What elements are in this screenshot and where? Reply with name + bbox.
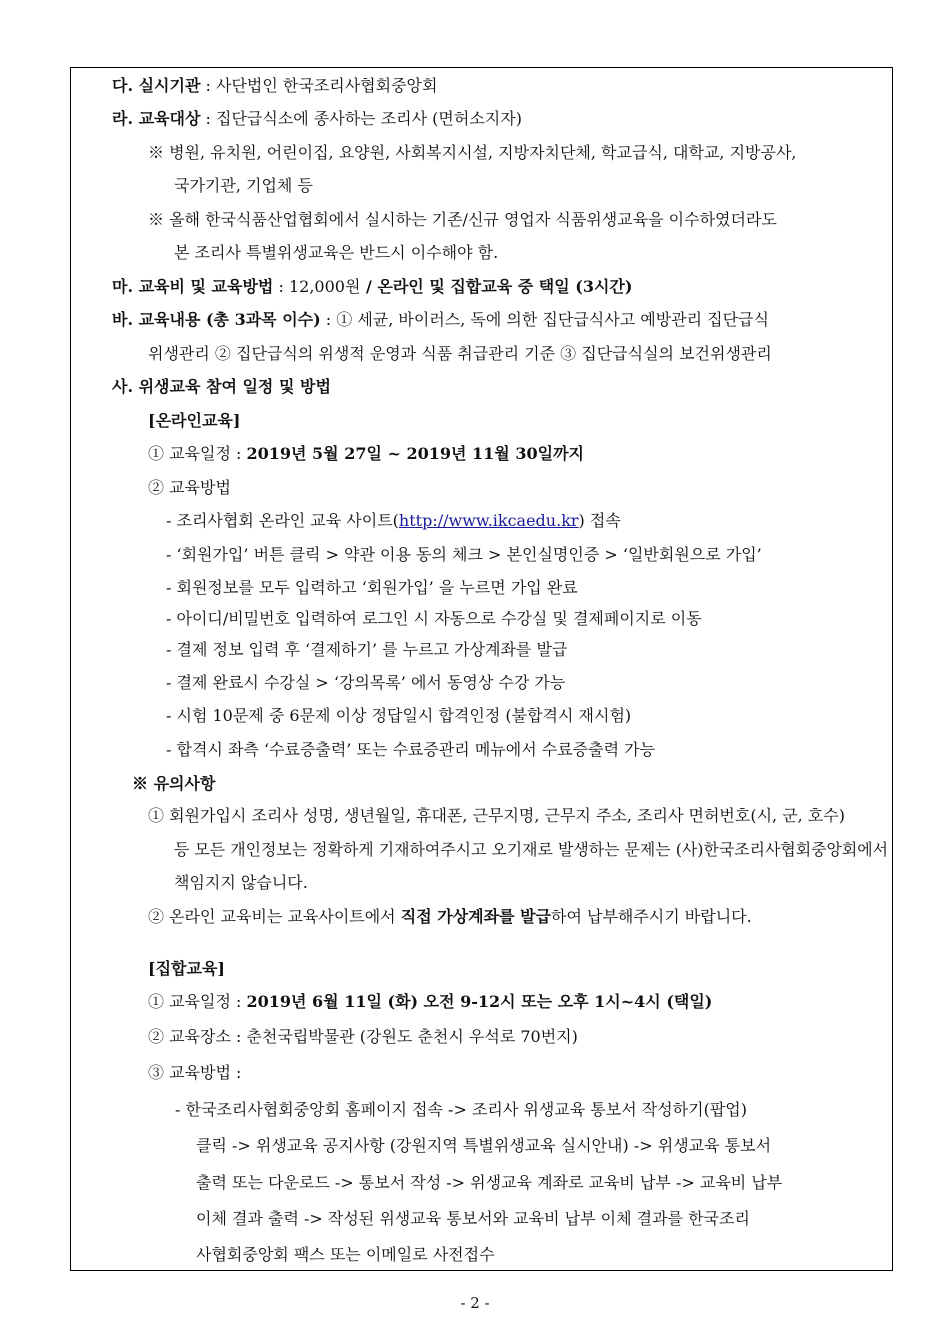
separator: : [273,277,289,296]
caution-item-1-line-1: ① 회원가입시 조리사 성명, 생년월일, 휴대폰, 근무지명, 근무지 주소, 조리사 면허번호(시, 군, 호수) [148,806,845,825]
caution-heading: ※ 유의사항 [132,774,216,793]
online-step-1-suffix: ) 접속 [578,511,621,530]
fee-value: 12,000원 [288,277,361,296]
online-step-1-text: - 조리사협회 온라인 교육 사이트( [166,511,399,530]
section-fee [112,276,632,298]
online-step-7: - 시험 10문제 중 6문제 이상 정답일시 합격인정 (불합격시 재시험) [166,706,632,725]
section-fee-label: 마. 교육비 및 교육방법 [112,277,274,296]
separator: : [200,109,216,128]
group-place: ② 교육장소 : 춘천국립박물관 (강원도 춘천시 우석로 70번지) [148,1027,578,1046]
group-method-line-3: 출력 또는 다운로드 -> 통보서 작성 -> 위생교육 계좌로 교육비 납부 -> 교육비 납부 [196,1173,783,1192]
group-schedule [148,991,712,1013]
target-note-2-line-1: ※ 올해 한국식품산업협회에서 실시하는 기존/신규 영업자 식품위생교육을 이수하였더라도 [148,210,777,229]
section-institution-value: 사단법인 한국조리사협회중앙회 [215,76,438,95]
separator: : [320,310,337,329]
section-institution-label: 다. 실시기관 [112,76,201,95]
group-method-label: ③ 교육방법 : [148,1063,242,1082]
group-method-line-5: 사협회중앙회 팩스 또는 이메일로 사전접수 [196,1245,495,1264]
section-target-label: 라. 교육대상 [112,109,201,128]
online-step-6: - 결제 완료시 수강실 > ‘강의목록’ 에서 동영상 수강 가능 [166,673,566,692]
section-target [112,108,522,130]
online-step-4: - 아이디/비밀번호 입력하여 로그인 시 자동으로 수강실 및 결제페이지로 이동 [166,609,702,628]
method-value: / 온라인 및 집합교육 중 택일 (3시간) [360,277,633,296]
group-schedule-value: 2019년 6월 11일 (화) 오전 9-12시 또는 오후 1시~4시 (택일) [246,992,713,1011]
content-line-1: ① 세균, 바이러스, 독에 의한 집단급식사고 예방관리 집단급식 [336,310,769,329]
group-method-line-1: - 한국조리사협회중앙회 홈페이지 접속 -> 조리사 위생교육 통보서 작성하기(팝업) [175,1100,747,1119]
group-method-line-2: 클릭 -> 위생교육 공지사항 (강원지역 특별위생교육 실시안내) -> 위생교육 통보서 [196,1136,772,1155]
online-step-2: - ‘회원가입’ 버튼 클릭 > 약관 이용 동의 체크 > 본인실명인증 > ‘일반회원으로 가입’ [166,545,762,564]
target-note-1-line-2: 국가기관, 기업체 등 [174,176,313,195]
section-schedule-heading: 사. 위생교육 참여 일정 및 방법 [112,377,331,396]
online-schedule [148,443,584,465]
online-schedule-label: ① 교육일정 : [148,444,247,463]
online-heading: [온라인교육] [148,411,241,430]
online-step-1 [166,510,621,532]
group-schedule-label: ① 교육일정 : [148,992,247,1011]
page-number: - 2 - [460,1294,490,1312]
section-content-label: 바. 교육내용 (총 3과목 이수) [112,310,321,329]
separator: : [200,76,216,95]
group-heading: [집합교육] [148,959,225,978]
online-step-5: - 결제 정보 입력 후 ‘결제하기’ 를 누르고 가상계좌를 발급 [166,640,568,659]
target-note-2-line-2: 본 조리사 특별위생교육은 반드시 이수해야 함. [174,243,499,262]
caution-item-2-suffix: 하여 납부해주시기 바랍니다. [550,907,752,926]
target-note-1-line-1: ※ 병원, 유치원, 어린이집, 요양원, 사회복지시설, 지방자치단체, 학교급식, 대학교, 지방공사, [148,143,797,162]
section-target-value: 집단급식소에 종사하는 조리사 (면허소지자) [215,109,522,128]
edu-site-link[interactable]: http://www.ikcaedu.kr [398,511,579,530]
caution-item-2-text: ② 온라인 교육비는 교육사이트에서 [148,907,401,926]
caution-item-2 [148,906,752,928]
caution-item-1-line-2: 등 모든 개인정보는 정확하게 기재하여주시고 오기재로 발생하는 문제는 (사)한국조리사협회중앙회에서 [174,840,888,859]
caution-item-2-emphasis: 직접 가상계좌를 발급 [400,907,551,926]
online-step-3: - 회원정보를 모두 입력하고 ‘회원가입’ 을 누르면 가입 완료 [166,578,578,597]
online-method-label: ② 교육방법 [148,478,231,497]
section-institution [112,75,437,97]
group-method-line-4: 이체 결과 출력 -> 작성된 위생교육 통보서와 교육비 납부 이체 결과를 한국조리 [196,1209,750,1228]
content-line-2: 위생관리 ② 집단급식의 위생적 운영과 식품 취급관리 기준 ③ 집단급식실의 보건위생관리 [148,344,772,363]
caution-item-1-line-3: 책임지지 않습니다. [174,873,308,892]
section-content [112,309,769,331]
online-schedule-value: 2019년 5월 27일 ~ 2019년 11월 30일까지 [246,444,584,463]
online-step-8: - 합격시 좌측 ‘수료증출력’ 또는 수료증관리 메뉴에서 수료증출력 가능 [166,740,656,759]
